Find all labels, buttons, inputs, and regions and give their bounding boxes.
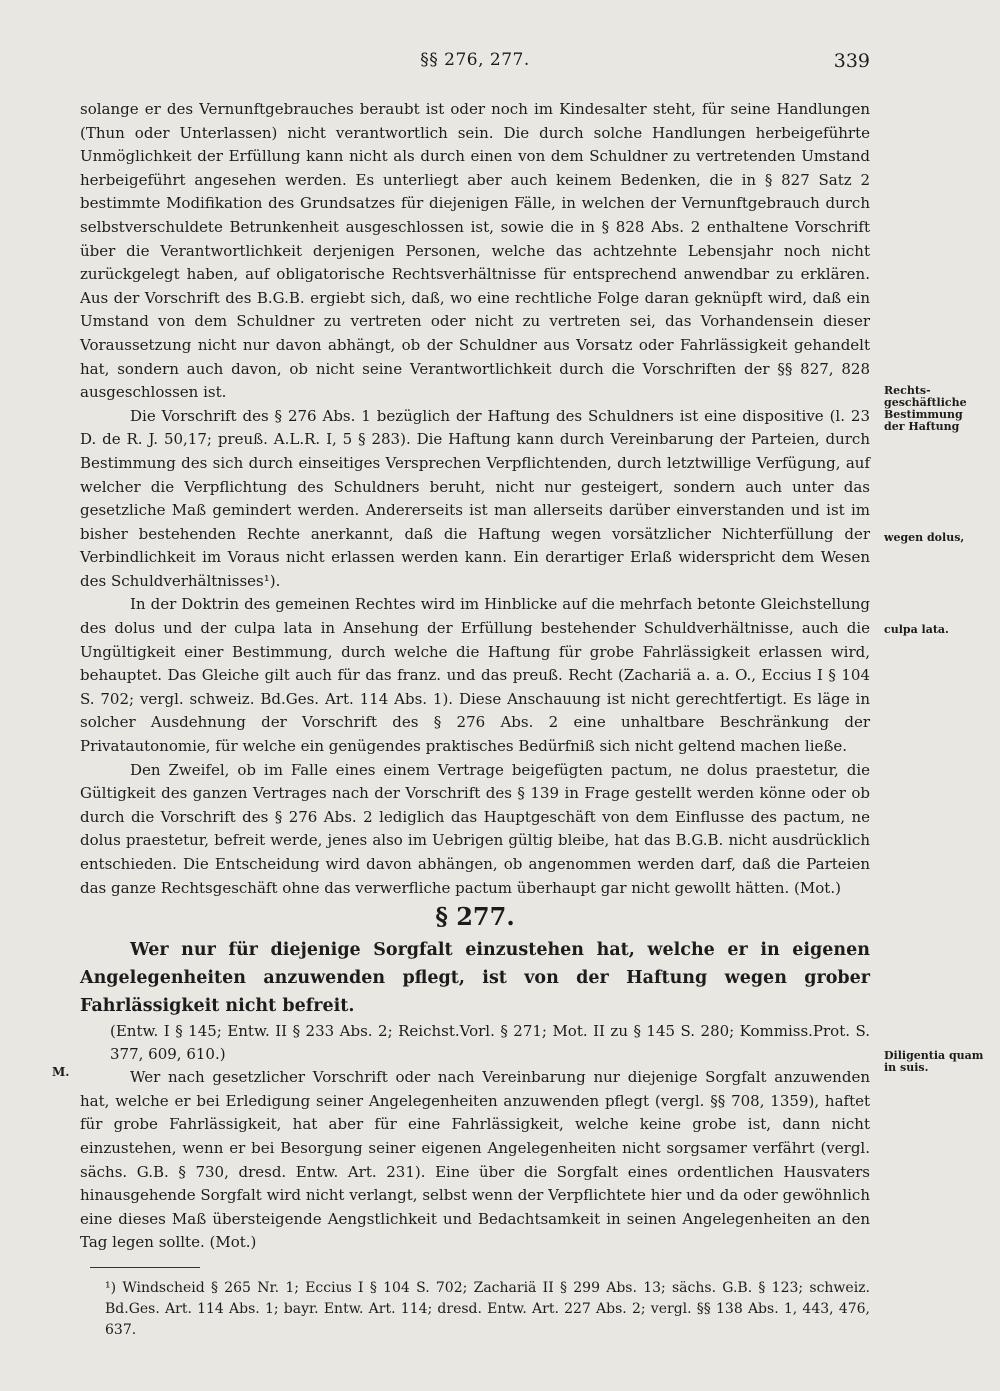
section-reference: §§ 276, 277. — [420, 50, 530, 70]
margin-note-diligentia: Diligentia quam in suis. — [884, 1049, 984, 1074]
margin-note-rechtsgeschaeftliche-bestimmung: Rechts-geschäftliche Bestimmung der Haftung — [884, 384, 967, 433]
statute-text: Wer nur für diejenige Sorgfalt einzustehen hat, welche er in eigenen Angelegenheiten anzuwenden pflegt, ist von der Haftung wegen grober Fahrlässigkeit nicht befreit. — [80, 940, 870, 1017]
paragraph: In der Doktrin des gemeinen Rechtes wird im Hinblicke auf die mehrfach betonte Gleichstellung des dolus und der culpa lata in Ansehung der Erfüllung bestehender Schuldverhältnisse, auch die Ungültigkeit einer Bestimmung, durch welche die Haftung für grobe Fahrlässigkeit erlassen wird, behauptet. Das Gleiche gilt auch für das franz. und das preuß. Recht (Zachariä a. a. O., Eccius I § 104 S. 702; vergl. schweiz. Bd.Ges. Art. 114 Abs. 1). Diese Anschauung ist nicht gerechtfertigt. Es läge in solcher Ausdehnung der Vorschrift des § 276 Abs. 2 eine unhaltbare Beschränkung der Privatautonomie, für welche ein genügendes praktisches Bedürfniß sich nicht geltend machen ließe. — [80, 595, 870, 756]
footnote: ¹) Windscheid § 265 Nr. 1; Eccius I § 104 S. 702; Zachariä II § 299 Abs. 13; sächs. G.B. § 123; schweiz. Bd.Ges. Art. 114 Abs. 1; bayr. Entw. Art. 114; dresd. Entw. Art. 227 Abs. 2; vergl. §§ 138 Abs. 1, 443, 476, 637. — [105, 1279, 870, 1338]
margin-note-wegen-dolus: wegen dolus, — [884, 531, 965, 544]
paragraph-continued: solange er des Vernunftgebrauches beraubt ist oder noch im Kindesalter steht, für seine Handlungen (Thun oder Unterlassen) nicht verantwortlich sein. Die durch solche Handlungen herbeigeführte Unmöglichkeit der Erfüllung kann nicht als durch einen von dem Schuldner zu vertretenden Umstand herbeigeführt angesehen werden. Es unterliegt aber auch keinem Bedenken, die in § 827 Satz 2 bestimmte Modifikation des Grundsatzes für diejenigen Fälle, in welchen der Vernunftgebrauch durch selbstverschuldete Betrunkenheit ausgeschlossen ist, sowie die in § 828 Abs. 2 enthaltene Vorschrift über die Verantwortlichkeit derjenigen Personen, welche das achtzehnte Lebensjahr noch nicht zurückgelegt haben, auf obligatorische Rechtsverhältnisse für entsprechend anwendbar zu erklären. Aus der Vorschrift des B.G.B. ergiebt sich, daß, wo eine rechtliche Folge daran geknüpft wird, daß ein Umstand von dem Schuldner zu vertreten oder nicht zu vertreten sei, das Vorhandensein dieser Voraussetzung nicht nur davon abhängt, ob der Schuldner aus Vorsatz oder Fahrlässigkeit gehandelt hat, sondern auch davon, ob nicht seine Verantwortlichkeit durch die Vorschriften der §§ 827, 828 ausgeschlossen ist. — [80, 100, 870, 402]
paragraph: Die Vorschrift des § 276 Abs. 1 bezüglich der Haftung des Schuldners ist eine dispositive (l. 23 D. de R. J. 50,17; preuß. A.L.R. I, 5 § 283). Die Haftung kann durch Vereinbarung der Parteien, durch Bestimmung des sich durch einseitiges Versprechen Verpflichtenden, durch letztwillige Verfügung, auf welcher die Verpflichtung des Schuldners beruht, nicht nur gesteigert, sondern auch unter das gesetzliche Maß gemindert werden. Andererseits ist man allerseits darüber einverstanden und ist im bisher bestehenden Rechte anerkannt, daß die Haftung wegen vorsätzlicher Nichterfüllung der Verbindlichkeit im Voraus nicht erlassen werden kann. Ein derartiger Erlaß widerspricht dem Wesen des Schuldverhältnisses¹). — [80, 406, 870, 590]
running-header — [80, 50, 870, 74]
paragraph: Den Zweifel, ob im Falle eines einem Vertrage beigefügten pactum, ne dolus praestetur, die Gültigkeit des ganzen Vertrages nach der Vorschrift des § 139 in Frage gestellt werden könne oder ob durch die Vorschrift des § 276 Abs. 2 lediglich das Hauptgeschäft von dem Einflusse des pactum, ne dolus praestetur, befreit werde, jenes also im Uebrigen gültig bleibe, hat das B.G.B. nicht ausdrücklich entschieden. Die Entscheidung wird davon abhängen, ob angenommen werden darf, daß die Parteien das ganze Rechtsgeschäft ohne das verwerfliche pactum überhaupt gar nicht gewollt hätten. (Mot.) — [80, 760, 870, 897]
source-citation: (Entw. I § 145; Entw. II § 233 Abs. 2; Reichst.Vorl. § 271; Mot. II zu § 145 S. 280; Kommiss.Prot. S. 377, 609, 610.) — [110, 1022, 870, 1064]
margin-note-culpa-lata: culpa lata. — [884, 623, 949, 636]
motive-marker: M. — [52, 1065, 70, 1079]
main-text — [80, 98, 870, 1341]
commentary: Wer nach gesetzlicher Vorschrift oder nach Vereinbarung nur diejenige Sorgfalt anzuwenden hat, welche er bei Erledigung seiner Angelegenheiten anzuwenden pflegt (vergl. §§ 708, 1359), haftet für grobe Fahrlässigkeit, hat aber für eine Fahrlässigkeit, welche keine grobe ist, dann nicht einzustehen, wenn er bei Besorgung seiner eigenen Angelegenheiten nicht sorgsamer verfährt (vergl. sächs. G.B. § 730, dresd. Entw. Art. 231). Eine über die Sorgfalt eines ordentlichen Hausvaters hinausgehende Sorgfalt wird nicht verlangt, selbst wenn der Verpflichtete hier und da oder gewöhnlich eine dieses Maß übersteigende Aengstlichkeit und Bedachtsamkeit in seinen Angelegenheiten an den Tag legen sollte. (Mot.) — [80, 1068, 870, 1252]
footnote-divider — [90, 1267, 200, 1268]
page-number: 339 — [833, 50, 870, 72]
section-heading: § 277. — [435, 902, 515, 932]
